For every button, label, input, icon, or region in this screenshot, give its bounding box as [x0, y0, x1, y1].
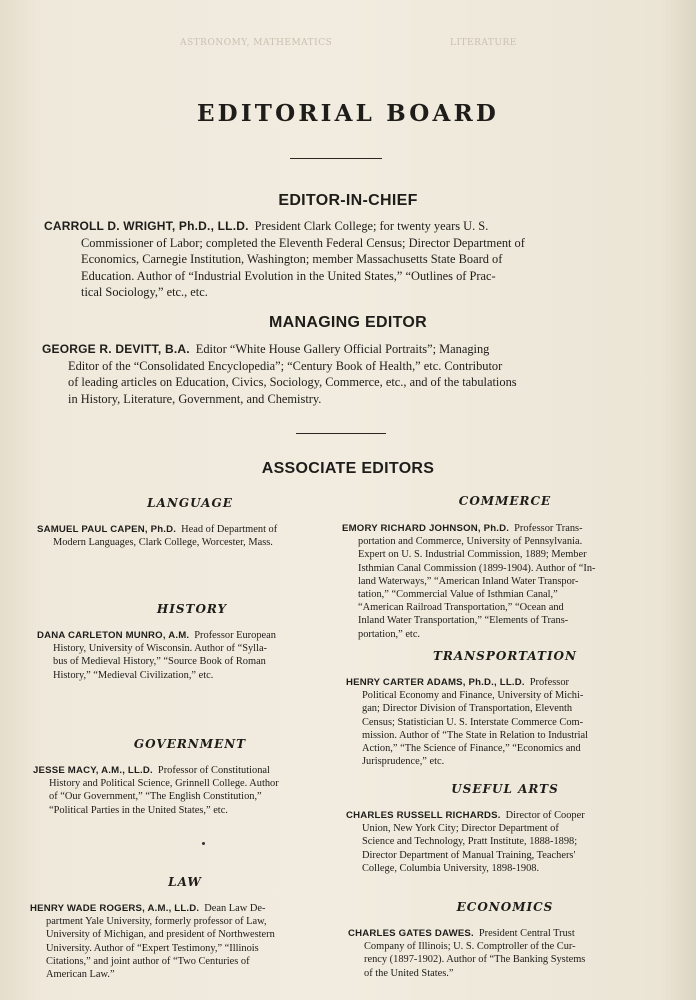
text-line: University of Michigan, and president of Northwestern	[46, 929, 275, 941]
text-line: Economics, Carnegie Institution, Washington; member Massachusetts State Board of	[81, 252, 503, 267]
text-line: Professor of Constitutional	[157, 765, 270, 776]
text-line: President Clark College; for twenty years U. S.	[254, 219, 489, 233]
text-line: University. Author of “Expert Testimony,” “Illinois	[46, 942, 259, 954]
editor-name: SAMUEL PAUL CAPEN, Ph.D.	[37, 524, 177, 535]
text-line: Modern Languages, Clark College, Worcester, Mass.	[53, 537, 273, 549]
text-line: History, University of Wisconsin. Author of “Sylla-	[53, 643, 268, 655]
subject-heading-economics: ECONOMICS	[456, 900, 554, 914]
editor-name: HENRY CARTER ADAMS, Ph.D., LL.D.	[346, 677, 525, 688]
text-line: Commissioner of Labor; completed the Eleventh Federal Census; Director Department of	[81, 235, 525, 250]
text-line: Science and Technology, Pratt Institute, 1888-1898;	[362, 836, 578, 848]
text-line: Union, New York City; Director Department of	[362, 823, 559, 835]
editor-entry-economics	[348, 927, 585, 980]
text-line: portation,” etc.	[358, 628, 421, 640]
bleed-through-text-left: ASTRONOMY, MATHEMATICS	[180, 38, 333, 48]
editor-name: JESSE MACY, A.M., LL.D.	[33, 765, 153, 776]
editor-entry-history	[37, 629, 276, 682]
ink-speck	[202, 842, 205, 845]
text-line: Education. Author of “Industrial Evolution in the United States,” “Outlines of Prac-	[81, 268, 496, 283]
text-line: Action,” “The Science of Finance,” “Economics and	[362, 743, 581, 755]
editor-entry-useful-arts	[346, 809, 585, 875]
subject-heading-law: LAW	[168, 875, 202, 889]
text-line: Expert on U. S. Industrial Commission, 1889; Member	[358, 549, 587, 561]
text-line: Census; Statistician U. S. Interstate Commerce Com-	[362, 716, 584, 728]
text-line: in History, Literature, Government, and Chemistry.	[68, 391, 322, 406]
text-line: American Law.”	[46, 969, 115, 981]
editor-in-chief-name: CARROLL D. WRIGHT, Ph.D., LL.D.	[44, 219, 249, 233]
text-line: partment Yale University, formerly professor of Law,	[46, 916, 267, 928]
associate-editors-heading: ASSOCIATE EDITORS	[261, 460, 435, 477]
text-line: History,” “Medieval Civilization,” etc.	[53, 669, 214, 681]
editor-entry-language	[37, 523, 277, 549]
text-line: land Waterways,” “American Inland Water Transpor-	[358, 575, 579, 587]
text-line: Citations,” and joint author of “Two Centuries of	[46, 955, 250, 967]
managing-editor-name: GEORGE R. DEVITT, B.A.	[42, 342, 190, 356]
divider	[290, 158, 382, 159]
editor-name: HENRY WADE ROGERS, A.M., LL.D.	[30, 903, 200, 914]
text-line: Director of Cooper	[505, 810, 585, 821]
text-line: tation,” “Commercial Value of Isthmian Canal,”	[358, 589, 558, 601]
subject-heading-government: GOVERNMENT	[133, 737, 247, 751]
editor-name: DANA CARLETON MUNRO, A.M.	[37, 630, 190, 641]
subject-heading-history: HISTORY	[156, 602, 228, 616]
bleed-through-text-right: LITERATURE	[450, 38, 517, 48]
text-line: rency (1897-1902). Author of “The Banking Systems	[364, 954, 586, 966]
text-line: of “Our Government,” “The English Constitution,”	[49, 791, 262, 803]
editor-name: CHARLES GATES DAWES.	[348, 928, 474, 939]
text-line: tical Sociology,” etc., etc.	[81, 285, 208, 300]
text-line: Dean Law De-	[204, 903, 266, 914]
text-line: Political Economy and Finance, University of Michi-	[362, 690, 584, 702]
text-line: Isthmian Canal Commission (1899-1904). Author of “In-	[358, 562, 596, 574]
managing-editor-heading: MANAGING EDITOR	[269, 314, 427, 331]
editor-entry-government	[33, 764, 279, 817]
text-line: Editor of the “Consolidated Encyclopedia”; “Century Book of Health,” etc. Contributor	[68, 358, 503, 373]
text-line: bus of Medieval History,” “Source Book of Roman	[53, 656, 266, 668]
editor-entry-commerce	[342, 522, 596, 641]
subject-heading-transportation: TRANSPORTATION	[433, 649, 577, 663]
editor-entry-transportation	[346, 676, 588, 768]
text-line: Professor	[529, 677, 569, 688]
subject-heading-useful-arts: USEFUL ARTS	[451, 782, 559, 796]
editor-name: EMORY RICHARD JOHNSON, Ph.D.	[342, 523, 510, 534]
text-line: of leading articles on Education, Civics, Sociology, Commerce, etc., and of the tabulations	[68, 375, 517, 390]
editor-in-chief-heading: EDITOR-IN-CHIEF	[278, 192, 418, 209]
editor-in-chief-entry	[44, 218, 632, 301]
page-title: EDITORIAL BOARD	[196, 100, 500, 127]
editor-entry-law	[30, 902, 275, 981]
text-line: Editor “White House Gallery Official Portraits”; Managing	[195, 342, 490, 356]
text-line: “American Railroad Transportation,” “Ocean and	[358, 602, 564, 614]
text-line: “Political Parties in the United States,” etc.	[49, 804, 228, 816]
text-line: Head of Department of	[181, 524, 278, 535]
managing-editor-entry	[42, 341, 634, 407]
text-line: Company of Illinois; U. S. Comptroller of the Cur-	[364, 941, 576, 953]
text-line: portation and Commerce, University of Pennsylvania.	[358, 536, 583, 548]
subject-heading-commerce: COMMERCE	[458, 494, 552, 508]
text-line: President Central Trust	[478, 928, 575, 939]
text-line: mission. Author of “The State in Relation to Industrial	[362, 729, 588, 741]
text-line: History and Political Science, Grinnell College. Author	[49, 778, 279, 790]
text-line: Jurisprudence,” etc.	[362, 756, 445, 768]
divider	[296, 433, 386, 434]
text-line: College, Columbia University, 1898-1908.	[362, 862, 540, 874]
subject-heading-language: LANGUAGE	[147, 496, 233, 510]
text-line: Director Department of Manual Training, Teachers'	[362, 849, 576, 861]
text-line: gan; Director Division of Transportation, Eleventh	[362, 703, 573, 715]
text-line: Inland Water Transportation,” “Elements of Trans-	[358, 615, 569, 627]
text-line: Professor European	[194, 630, 276, 641]
text-line: Professor Trans-	[514, 523, 583, 534]
text-line: of the United States.”	[364, 967, 454, 979]
editor-name: CHARLES RUSSELL RICHARDS.	[346, 810, 501, 821]
